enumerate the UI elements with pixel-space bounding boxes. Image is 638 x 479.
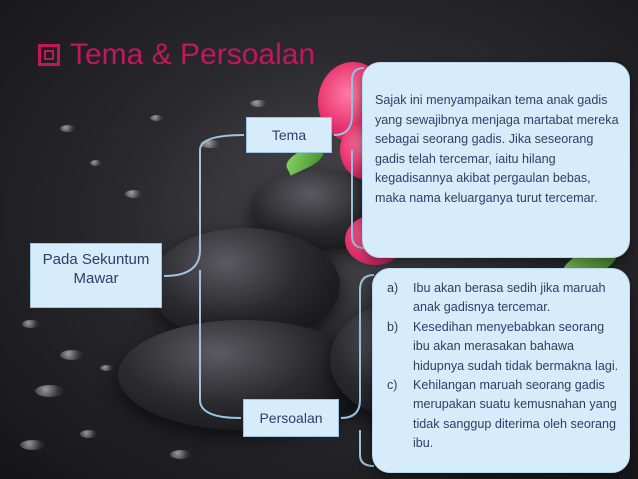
slide-title-text: Tema & Persoalan [70,38,316,71]
root-node-label: Pada Sekuntum Mawar [42,251,150,287]
root-to-branches-brace [164,135,244,418]
persoalan-node [243,399,339,437]
list-item-marker: a) [387,281,399,295]
persoalan-list [387,279,621,454]
list-item-marker: b) [387,319,399,334]
list-item [387,318,621,376]
list-item-marker: c) [387,378,398,393]
list-item-text: Kehilangan maruah seorang gadis merupakan suatu kemusnahan yang tidak sanggup diterima oleh seorang ibu. [413,378,617,451]
tema-node-label: Tema [271,127,307,143]
tema-description-text: Sajak ini menyampaikan tema anak gadis yang sewajibnya menjaga martabat mereka sebagai seorang gadis. Jika seseorang gadis telah tercemar, iaitu hilang kegadisannya akibat pergaulan bebas, maka nama keluarganya turut tercemar. [375,93,619,205]
list-item [387,279,621,318]
tema-to-card-brace [334,68,364,248]
tema-node [246,117,332,153]
persoalan-node-label: Persoalan [259,410,323,426]
root-node [30,243,162,308]
list-item-text: Ibu akan berasa sedih jika maruah anak gadisnya tercemar. [413,281,606,315]
list-item-text: Kesedihan menyebabkan seorang ibu akan merasakan bahawa hidupnya sudah tidak bermakna lagi. [413,319,619,373]
persoalan-to-card-brace [341,275,374,466]
list-item [387,376,621,454]
tema-description-card [362,62,630,258]
persoalan-list-card [372,268,630,473]
